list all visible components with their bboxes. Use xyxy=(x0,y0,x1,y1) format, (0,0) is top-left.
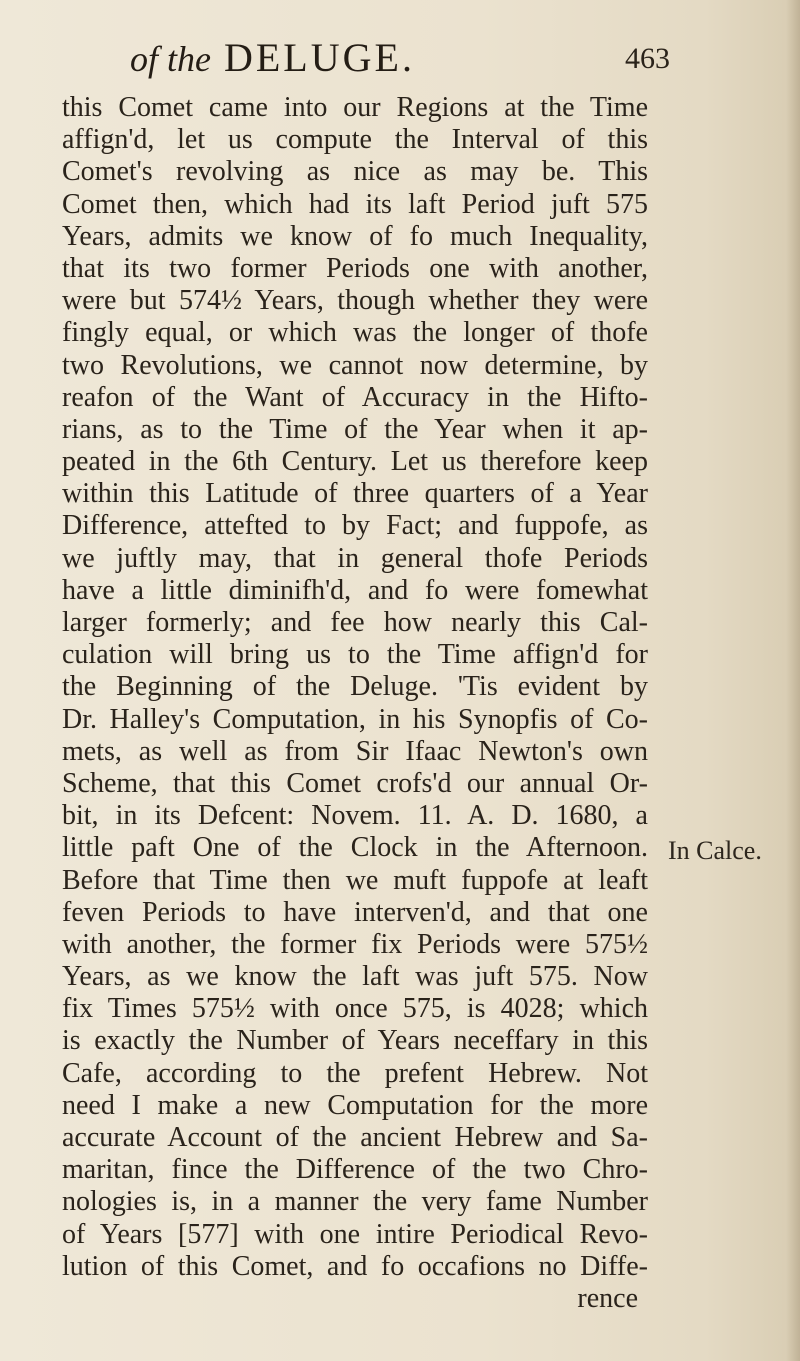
text-line: Before that Time then we muft fuppofe at leaft xyxy=(62,864,648,896)
page-number: 463 xyxy=(625,42,670,75)
margin-note: In Calce. xyxy=(668,836,762,865)
running-title xyxy=(130,34,415,81)
text-line: accurate Account of the ancient Hebrew and Sa- xyxy=(62,1122,648,1153)
text-line: bit, in its Defcent: Novem. 11. A. D. 1680, a xyxy=(62,800,648,832)
text-line: reafon of the Want of Accuracy in the Hifto- xyxy=(62,381,648,413)
text-line: Comet then, which had its laft Period juft 575 xyxy=(62,188,648,220)
text-line: Years, as we know the laft was juft 575. Now xyxy=(62,961,648,993)
running-title-main: DELUGE. xyxy=(223,35,415,80)
text-line: little paft One of the Clock in the Afternoon. xyxy=(62,832,648,864)
text-line: were but 574½ Years, though whether they were xyxy=(62,285,648,317)
text-line: is exactly the Number of Years neceffary in this xyxy=(62,1025,648,1057)
running-head xyxy=(130,34,670,84)
text-line: Dr. Halley's Computation, in his Synopfis of Co- xyxy=(62,703,648,735)
text-line: fix Times 575½ with once 575, is 4028; which xyxy=(62,993,648,1025)
text-line: Difference, attefted to by Fact; and fuppofe, as xyxy=(62,510,648,542)
page-edge-shadow xyxy=(786,0,800,1361)
running-title-prefix: of the xyxy=(130,39,211,79)
text-line: this Comet came into our Regions at the Time xyxy=(62,92,648,123)
catchword: rence xyxy=(577,1282,638,1314)
text-line: culation will bring us to the Time affign'd for xyxy=(62,639,648,671)
text-line: two Revolutions, we cannot now determine, by xyxy=(62,349,648,381)
text-line: within this Latitude of three quarters of a Year xyxy=(62,478,648,510)
text-line: rians, as to the Time of the Year when it ap- xyxy=(62,413,648,445)
text-line: mets, as well as from Sir Ifaac Newton's own xyxy=(62,735,648,767)
text-line: nologies is, in a manner the very fame Number xyxy=(62,1186,648,1218)
text-line: Scheme, that this Comet crofs'd our annual Or- xyxy=(62,767,648,799)
text-line: fingly equal, or which was the longer of thofe xyxy=(62,317,648,349)
text-line: need I make a new Computation for the more xyxy=(62,1089,648,1121)
text-line: we juftly may, that in general thofe Periods xyxy=(62,542,648,574)
text-line: of Years [577] with one intire Periodical Revo- xyxy=(62,1218,648,1250)
text-line: lution of this Comet, and fo occafions no Diffe- xyxy=(62,1250,648,1282)
text-line: the Beginning of the Deluge. 'Tis evident by xyxy=(62,671,648,703)
text-line: Years, admits we know of fo much Inequality, xyxy=(62,220,648,252)
text-line: Cafe, according to the prefent Hebrew. Not xyxy=(62,1057,648,1089)
text-line: have a little diminifh'd, and fo were fomewhat xyxy=(62,574,648,606)
text-line: with another, the former fix Periods were 575½ xyxy=(62,928,648,960)
text-line: Comet's revolving as nice as may be. This xyxy=(62,156,648,188)
text-line: feven Periods to have interven'd, and that one xyxy=(62,896,648,928)
text-line: that its two former Periods one with another, xyxy=(62,252,648,284)
text-line: affign'd, let us compute the Interval of this xyxy=(62,124,648,156)
text-line: peated in the 6th Century. Let us therefore keep xyxy=(62,446,648,478)
body-text xyxy=(62,92,648,1315)
text-line: larger formerly; and fee how nearly this Cal- xyxy=(62,607,648,638)
text-line: maritan, fince the Difference of the two Chro- xyxy=(62,1154,648,1186)
